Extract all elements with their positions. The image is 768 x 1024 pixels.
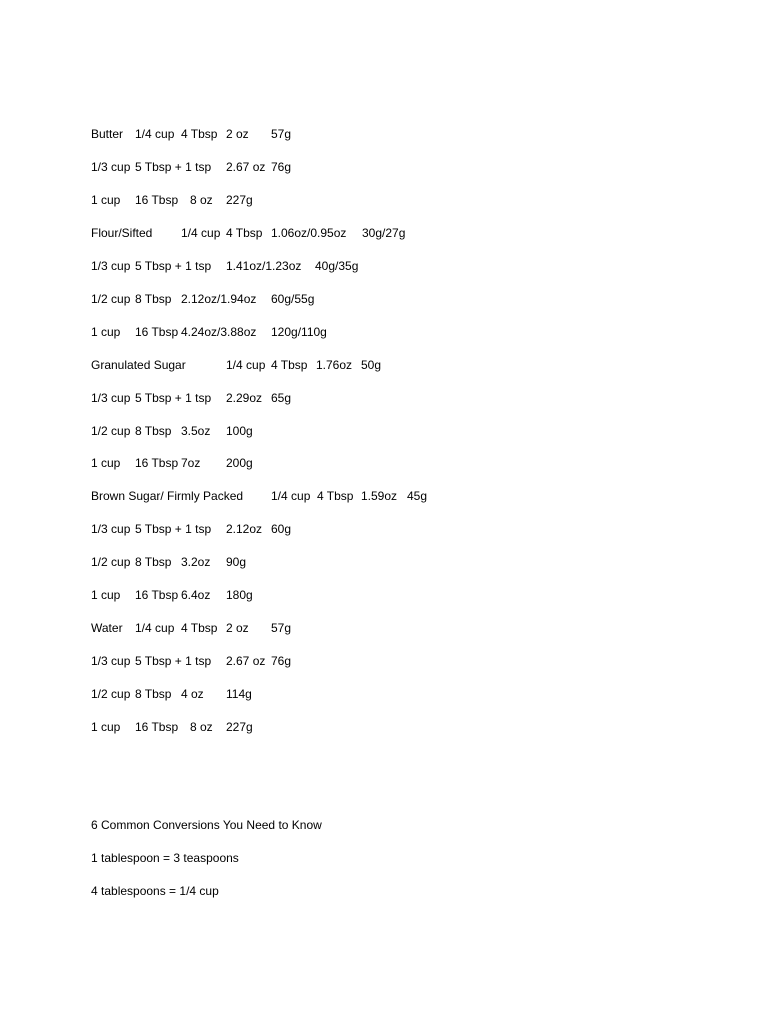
ounce-measure: 4.24oz/3.88oz <box>181 325 257 339</box>
ounce-measure: 2.67 oz <box>226 160 266 174</box>
tbsp-measure: 16 Tbsp <box>135 325 179 339</box>
cup-measure: 1/2 cup <box>91 424 131 438</box>
cup-measure: 1/2 cup <box>91 687 131 701</box>
ounce-measure: 2.12oz <box>226 522 263 536</box>
section-heading: 6 Common Conversions You Need to Know <box>91 818 322 832</box>
gram-measure: 76g <box>271 160 292 174</box>
conversion-item: 4 tablespoons = 1/4 cup <box>91 884 219 898</box>
gram-measure: 57g <box>271 621 292 635</box>
gram-measure: 100g <box>226 424 253 438</box>
cup-measure: 1 cup <box>91 456 121 470</box>
cup-measure: 1/3 cup <box>91 522 131 536</box>
cup-measure: 1/4 cup <box>271 489 311 503</box>
ingredient-label: Granulated Sugar <box>91 358 186 372</box>
tbsp-measure: 8 Tbsp <box>135 555 172 569</box>
ounce-measure: 8 oz <box>190 193 213 207</box>
cup-measure: 1/4 cup <box>226 358 266 372</box>
ingredient-label: Brown Sugar/ Firmly Packed <box>91 489 244 503</box>
cup-measure: 1/3 cup <box>91 391 131 405</box>
cup-measure: 1/2 cup <box>91 292 131 306</box>
gram-measure: 90g <box>226 555 247 569</box>
ounce-measure: 6.4oz <box>181 588 211 602</box>
gram-measure: 120g/110g <box>271 325 327 339</box>
cup-measure: 1/4 cup <box>181 226 221 240</box>
gram-measure: 57g <box>271 127 292 141</box>
tbsp-measure: 16 Tbsp <box>135 456 179 470</box>
gram-measure: 76g <box>271 654 292 668</box>
ounce-measure: 8 oz <box>190 720 213 734</box>
ounce-measure: 1.76oz <box>316 358 353 372</box>
ounce-measure: 2.29oz <box>226 391 263 405</box>
ounce-measure: 4 oz <box>181 687 204 701</box>
tbsp-measure: 16 Tbsp <box>135 193 179 207</box>
ounce-measure: 7oz <box>181 456 201 470</box>
tbsp-measure: 16 Tbsp <box>135 720 179 734</box>
ounce-measure: 1.59oz <box>361 489 398 503</box>
ingredient-label: Water <box>91 621 123 635</box>
cup-measure: 1/3 cup <box>91 654 131 668</box>
ingredient-label: Flour/Sifted <box>91 226 153 240</box>
tbsp-measure: 8 Tbsp <box>135 424 172 438</box>
cup-measure: 1/3 cup <box>91 259 131 273</box>
tbsp-measure: 4 Tbsp <box>317 489 354 503</box>
tbsp-measure: 5 Tbsp + 1 tsp <box>135 391 212 405</box>
cup-measure: 1/4 cup <box>135 127 175 141</box>
gram-measure: 65g <box>271 391 292 405</box>
ounce-measure: 2.12oz/1.94oz <box>181 292 257 306</box>
gram-measure: 114g <box>226 687 252 701</box>
gram-measure: 40g/35g <box>315 259 359 273</box>
conversion-item: 1 tablespoon = 3 teaspoons <box>91 851 239 865</box>
tbsp-measure: 4 Tbsp <box>181 621 218 635</box>
cup-measure: 1/3 cup <box>91 160 131 174</box>
tbsp-measure: 8 Tbsp <box>135 292 172 306</box>
cup-measure: 1 cup <box>91 193 121 207</box>
gram-measure: 227g <box>226 720 253 734</box>
gram-measure: 180g <box>226 588 253 602</box>
gram-measure: 30g/27g <box>362 226 406 240</box>
cup-measure: 1/4 cup <box>135 621 175 635</box>
tbsp-measure: 4 Tbsp <box>181 127 218 141</box>
ounce-measure: 2 oz <box>226 621 249 635</box>
ounce-measure: 2.67 oz <box>226 654 266 668</box>
cup-measure: 1 cup <box>91 325 121 339</box>
gram-measure: 45g <box>407 489 428 503</box>
gram-measure: 60g/55g <box>271 292 315 306</box>
tbsp-measure: 5 Tbsp + 1 tsp <box>135 259 212 273</box>
ingredient-label: Butter <box>91 127 124 141</box>
ounce-measure: 3.2oz <box>181 555 211 569</box>
gram-measure: 60g <box>271 522 292 536</box>
gram-measure: 50g <box>361 358 382 372</box>
ounce-measure: 1.41oz/1.23oz <box>226 259 302 273</box>
tbsp-measure: 4 Tbsp <box>271 358 308 372</box>
ounce-measure: 1.06oz/0.95oz <box>271 226 347 240</box>
ounce-measure: 2 oz <box>226 127 249 141</box>
tbsp-measure: 4 Tbsp <box>226 226 263 240</box>
tbsp-measure: 8 Tbsp <box>135 687 172 701</box>
gram-measure: 227g <box>226 193 253 207</box>
cup-measure: 1 cup <box>91 720 121 734</box>
tbsp-measure: 5 Tbsp + 1 tsp <box>135 654 212 668</box>
tbsp-measure: 5 Tbsp + 1 tsp <box>135 522 212 536</box>
cup-measure: 1 cup <box>91 588 121 602</box>
cup-measure: 1/2 cup <box>91 555 131 569</box>
gram-measure: 200g <box>226 456 253 470</box>
ounce-measure: 3.5oz <box>181 424 211 438</box>
tbsp-measure: 5 Tbsp + 1 tsp <box>135 160 212 174</box>
tbsp-measure: 16 Tbsp <box>135 588 179 602</box>
